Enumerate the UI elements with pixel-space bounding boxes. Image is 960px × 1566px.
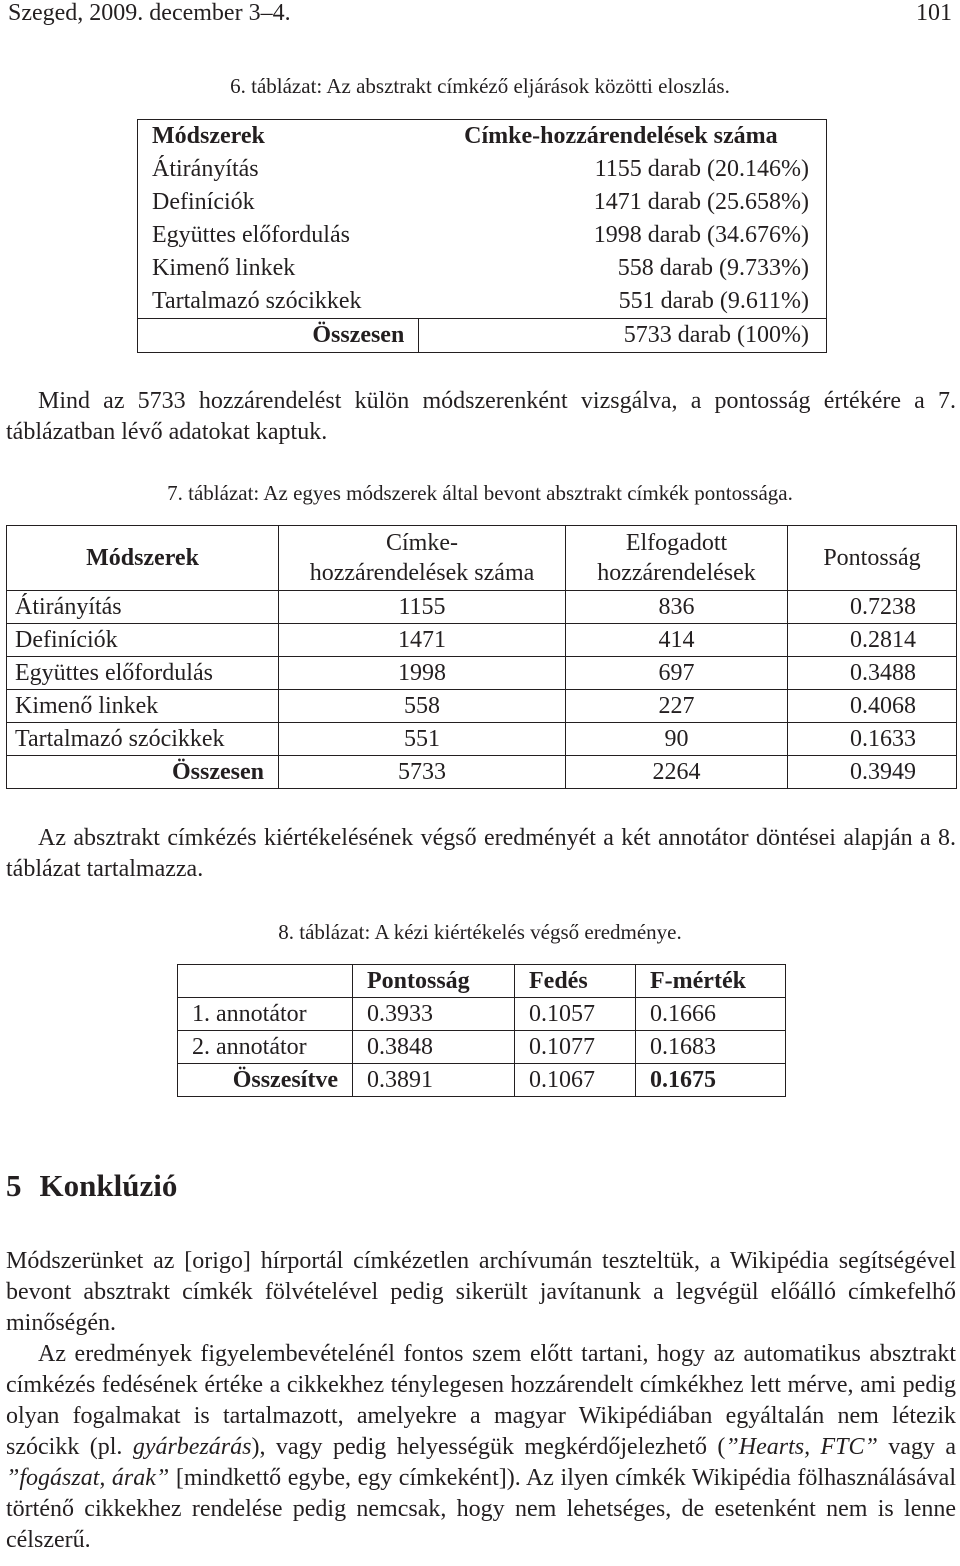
table8-label: 2. annotátor (178, 1031, 353, 1064)
table8-f: 0.1683 (636, 1031, 786, 1064)
table-row (138, 186, 827, 219)
table7-method: Együttes előfordulás (7, 657, 279, 690)
table7-count: 551 (279, 723, 566, 756)
table7-total-count: 5733 (279, 756, 566, 789)
table7-header-count (279, 526, 566, 591)
table7-count: 558 (279, 690, 566, 723)
table-row (138, 319, 827, 353)
table7-precision: 0.3488 (788, 657, 957, 690)
table7-header-methods: Módszerek (7, 526, 279, 591)
header-line: Címke- (386, 530, 458, 556)
paragraph-text: Az absztrakt címkézés kiértékelésének végső eredményét a két annotátor döntései alapján a 8. táblázat tartalmazza. (6, 825, 956, 882)
example-term: ”fogászat, árak” (6, 1465, 170, 1491)
section-heading (6, 1168, 177, 1204)
example-term: ”Hearts, FTC” (725, 1434, 878, 1460)
table7-accepted: 836 (566, 591, 788, 624)
table-row (7, 657, 957, 690)
table6-method: Együttes előfordulás (152, 222, 350, 248)
table7-header-precision: Pontosság (788, 526, 957, 591)
section-title: Konklúzió (39, 1168, 178, 1203)
page-header (8, 0, 952, 30)
table6-value: 551 darab (9.611%) (618, 288, 809, 314)
table-row (7, 526, 957, 591)
table6-method: Tartalmazó szócikkek (152, 288, 362, 314)
header-line: hozzárendelések száma (309, 560, 535, 586)
table6 (137, 119, 827, 353)
table6-total-label: Összesen (138, 319, 419, 353)
example-term: gyárbezárás (132, 1434, 252, 1460)
table6-col2-header: Címke-hozzárendelések száma (464, 123, 778, 149)
table-row (138, 120, 827, 154)
table7-count: 1998 (279, 657, 566, 690)
table8-total-label: Összesítve (178, 1064, 353, 1097)
table-row (178, 998, 786, 1031)
table7-total-label: Összesen (7, 756, 279, 789)
section-number: 5 (6, 1168, 22, 1203)
table8-header: F-mérték (636, 965, 786, 998)
table-row (7, 690, 957, 723)
table6-caption: 6. táblázat: Az absztrakt címkéző eljárások közötti eloszlás. (230, 74, 730, 98)
table7-precision: 0.7238 (788, 591, 957, 624)
table-row (178, 965, 786, 998)
header-left: Szeged, 2009. december 3–4. (8, 0, 291, 26)
table7-method: Tartalmazó szócikkek (7, 723, 279, 756)
page-number: 101 (916, 0, 952, 26)
table-row (138, 285, 827, 319)
table7-precision: 0.4068 (788, 690, 957, 723)
table7-precision: 0.2814 (788, 624, 957, 657)
table7-method: Definíciók (7, 624, 279, 657)
table6-col1-header: Módszerek (152, 123, 265, 149)
table-row (138, 153, 827, 186)
text-run: [mindkettő egybe, egy címkeként]). Az ilyen címkék Wikipédia fölhasználásával történő cikkekhez rendelése pedig nemcsak, hogy nem lehetséges, de esetenként nem is lenne célszerű. (6, 1465, 956, 1553)
table7-caption: 7. táblázat: Az egyes módszerek által bevont absztrakt címkék pontossága. (167, 481, 793, 505)
table8-f: 0.1666 (636, 998, 786, 1031)
table7-accepted: 227 (566, 690, 788, 723)
table7-accepted: 90 (566, 723, 788, 756)
table6-total-value: 5733 darab (100%) (419, 319, 827, 353)
table7-method: Kimenő linkek (7, 690, 279, 723)
paragraph (6, 823, 956, 885)
table8-total-recall: 0.1067 (515, 1064, 636, 1097)
table-row (178, 1064, 786, 1097)
text-run: vagy a (877, 1434, 957, 1460)
table8-total-f: 0.1675 (636, 1064, 786, 1097)
table-row (138, 219, 827, 252)
table6-value: 558 darab (9.733%) (617, 255, 809, 281)
table-row (138, 252, 827, 285)
table8-header: Fedés (515, 965, 636, 998)
table-row (7, 723, 957, 756)
table7-accepted: 697 (566, 657, 788, 690)
table7 (6, 525, 957, 789)
paragraph (6, 386, 956, 448)
table8-corner (178, 965, 353, 998)
table7-total-precision: 0.3949 (788, 756, 957, 789)
paragraph-text: Módszerünket az [origo] hírportál címkézetlen archívumán teszteltük, a Wikipédia segítségével bevont absztrakt címkék fölvételével pedig sikerült javítanunk a legvégül előálló címkefelhő minőségén. (6, 1248, 956, 1336)
table-row (7, 591, 957, 624)
table8-recall: 0.1057 (515, 998, 636, 1031)
table8-total-precision: 0.3891 (353, 1064, 515, 1097)
paragraph-text (6, 1339, 956, 1556)
table6-method: Kimenő linkek (152, 255, 296, 281)
table8-recall: 0.1077 (515, 1031, 636, 1064)
text-run: Az eredmények figyelembevételénél fontos szem előtt tartani, hogy az automatikus absztrakt címkézés fedésének értéke a cikkekhez ténylegesen hozzárendelt címkékhez lett mérve, ami pedig olyan fogalmakat is tartalmazott, amelyekre a magyar Wikipédiában egyáltalán nem létezik szócikk (pl. (6, 1341, 956, 1460)
paragraph-text: Mind az 5733 hozzárendelést külön módszerenként vizsgálva, a pontosság értékére a 7. táblázatban lévő adatokat kaptuk. (6, 388, 956, 445)
table8-label: 1. annotátor (178, 998, 353, 1031)
table6-value: 1998 darab (34.676%) (593, 222, 809, 248)
table7-count: 1471 (279, 624, 566, 657)
table8-precision: 0.3848 (353, 1031, 515, 1064)
table-row (178, 1031, 786, 1064)
header-line: Elfogadott (625, 530, 728, 556)
table7-header-accepted (566, 526, 788, 591)
table7-count: 1155 (279, 591, 566, 624)
table6-method: Átirányítás (152, 156, 259, 182)
table6-method: Definíciók (152, 189, 255, 215)
table7-total-accepted: 2264 (566, 756, 788, 789)
text-run: ), vagy pedig helyességük megkérdőjelezhető ( (251, 1434, 726, 1460)
conclusion (6, 1246, 956, 1556)
table8-caption: 8. táblázat: A kézi kiértékelés végső eredménye. (278, 920, 682, 944)
header-line: hozzárendelések (597, 560, 756, 586)
table7-accepted: 414 (566, 624, 788, 657)
table7-method: Átirányítás (7, 591, 279, 624)
table-row (7, 756, 957, 789)
table-row (7, 624, 957, 657)
table8-precision: 0.3933 (353, 998, 515, 1031)
table8 (177, 964, 786, 1097)
table6-value: 1471 darab (25.658%) (593, 189, 809, 215)
table7-precision: 0.1633 (788, 723, 957, 756)
table8-header: Pontosság (353, 965, 515, 998)
table6-value: 1155 darab (20.146%) (594, 156, 809, 182)
